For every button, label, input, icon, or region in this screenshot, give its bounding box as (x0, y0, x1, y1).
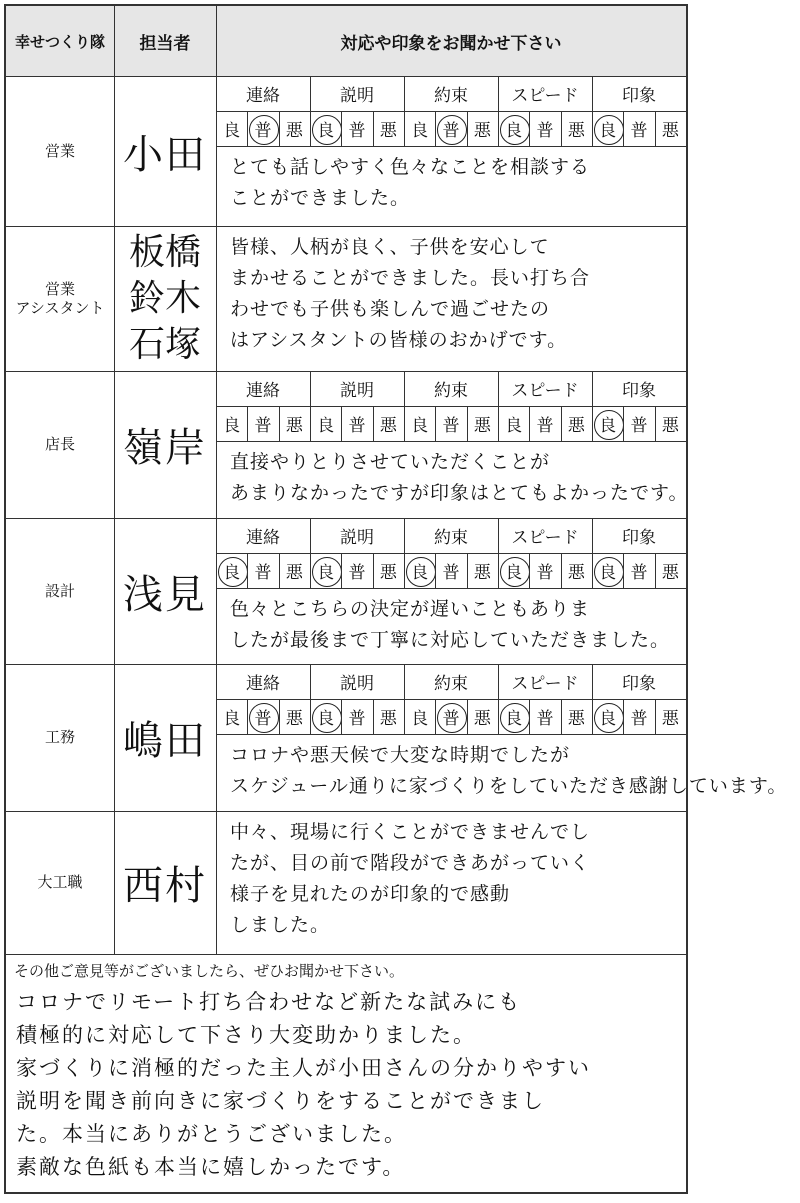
option-divider (529, 111, 530, 146)
row-5-category-4: スピード (511, 674, 579, 694)
row-3-good-option-5[interactable]: 良 (592, 406, 623, 441)
option-divider (279, 553, 280, 588)
header-team-label: 幸せつくり隊 (14, 32, 105, 51)
row-3-good-option-3[interactable]: 良 (411, 416, 429, 436)
row-3-category-4: スピード (511, 381, 579, 401)
row-1-good-option-1[interactable]: 良 (223, 121, 241, 141)
option-divider (247, 406, 248, 441)
row-1-good-option-5[interactable]: 良 (592, 111, 623, 146)
option-divider (467, 406, 468, 441)
row-1-category-1: 連絡 (246, 86, 280, 106)
row-1-category-3: 約束 (434, 86, 468, 106)
option-divider (341, 406, 342, 441)
option-divider (623, 699, 624, 734)
option-divider (529, 406, 530, 441)
option-row-divider (216, 588, 686, 589)
row-4-bad-option-4[interactable]: 悪 (567, 563, 585, 583)
row-3-bad-option-3[interactable]: 悪 (473, 416, 491, 436)
option-divider (561, 553, 562, 588)
row-5-good-option-1[interactable]: 良 (223, 709, 241, 729)
row-5-normal-option-2[interactable]: 普 (348, 709, 366, 729)
option-divider (623, 406, 624, 441)
row-1-category-4: スピード (511, 86, 579, 106)
row-1-bad-option-1[interactable]: 悪 (285, 121, 303, 141)
row-4-category-5: 印象 (622, 528, 656, 548)
row-5-department: 工務 (44, 728, 75, 746)
row-4-good-option-1[interactable]: 良 (216, 553, 247, 588)
row-1-category-2: 説明 (340, 86, 374, 106)
row-4-bad-option-3[interactable]: 悪 (473, 563, 491, 583)
row-3-category-1: 連絡 (246, 381, 280, 401)
row-5-bad-option-5[interactable]: 悪 (661, 709, 679, 729)
row-3-good-option-1[interactable]: 良 (223, 416, 241, 436)
row-4-category-3: 約束 (434, 528, 468, 548)
row-1-comment: とても話しやすく色々なことを相談する ことができました。 (230, 156, 591, 209)
row-6-department: 大工職 (37, 873, 83, 891)
option-row-divider (216, 441, 686, 442)
option-row-divider (216, 146, 686, 147)
row-4-category-4: スピード (511, 528, 579, 548)
row-5-bad-option-4[interactable]: 悪 (567, 709, 585, 729)
row-5-good-option-4[interactable]: 良 (498, 699, 529, 734)
option-divider (655, 553, 656, 588)
row-1-normal-option-3[interactable]: 普 (435, 111, 466, 146)
row-5-category-2: 説明 (340, 674, 374, 694)
row-4-good-option-5[interactable]: 良 (592, 553, 623, 588)
option-divider (435, 111, 436, 146)
option-row-divider (216, 734, 686, 735)
option-divider (655, 111, 656, 146)
row-5-good-option-5[interactable]: 良 (592, 699, 623, 734)
row-3-good-option-2[interactable]: 良 (317, 416, 335, 436)
row-4-normal-option-5[interactable]: 普 (630, 563, 648, 583)
row-3-bad-option-2[interactable]: 悪 (379, 416, 397, 436)
row-4-normal-option-1[interactable]: 普 (254, 563, 272, 583)
other-comments-label: その他ご意見等がございましたら、ぜひお聞かせ下さい。 (14, 962, 405, 980)
option-divider (247, 553, 248, 588)
option-divider (655, 406, 656, 441)
row-5-category-1: 連絡 (246, 674, 280, 694)
row-1-bad-option-4[interactable]: 悪 (567, 121, 585, 141)
row-1-good-option-2[interactable]: 良 (310, 111, 341, 146)
row-5-category-3: 約束 (434, 674, 468, 694)
option-divider (623, 553, 624, 588)
row-6-staff-name: 西村 (123, 863, 207, 909)
option-divider (341, 553, 342, 588)
row-3-normal-option-1[interactable]: 普 (254, 416, 272, 436)
row-3-bad-option-1[interactable]: 悪 (285, 416, 303, 436)
row-3-normal-option-4[interactable]: 普 (536, 416, 554, 436)
row-5-normal-option-3[interactable]: 普 (435, 699, 466, 734)
row-5-staff-name: 嶋田 (123, 718, 207, 764)
row-5-bad-option-3[interactable]: 悪 (473, 709, 491, 729)
option-divider (341, 111, 342, 146)
option-divider (373, 553, 374, 588)
row-1-bad-option-2[interactable]: 悪 (379, 121, 397, 141)
row-4-good-option-4[interactable]: 良 (498, 553, 529, 588)
option-divider (373, 699, 374, 734)
row-5-category-5: 印象 (622, 674, 656, 694)
option-divider (529, 553, 530, 588)
row-5-bad-option-1[interactable]: 悪 (285, 709, 303, 729)
option-divider (561, 699, 562, 734)
row-2-staff-name: 板橋 鈴木 石塚 (128, 231, 201, 365)
row-4-good-option-3[interactable]: 良 (404, 553, 435, 588)
row-4-department: 設計 (44, 581, 75, 600)
row-4-good-option-2[interactable]: 良 (310, 553, 341, 588)
row-3-category-2: 説明 (340, 381, 374, 401)
row-4-normal-option-2[interactable]: 普 (348, 563, 366, 583)
row-4-bad-option-2[interactable]: 悪 (379, 563, 397, 583)
row-1-good-option-4[interactable]: 良 (498, 111, 529, 146)
row-3-normal-option-3[interactable]: 普 (442, 416, 460, 436)
row-1-department: 営業 (44, 141, 75, 160)
row-5-good-option-3[interactable]: 良 (411, 709, 429, 729)
row-3-category-3: 約束 (434, 381, 468, 401)
row-3-good-option-4[interactable]: 良 (505, 416, 523, 436)
option-divider (341, 699, 342, 734)
header-staff-label: 担当者 (139, 33, 191, 54)
header-feedback-label: 対応や印象をお聞かせ下さい (340, 33, 562, 54)
option-divider (279, 406, 280, 441)
option-divider (247, 699, 248, 734)
option-divider (247, 111, 248, 146)
option-divider (373, 406, 374, 441)
row-1-bad-option-5[interactable]: 悪 (661, 121, 679, 141)
row-5-bad-option-2[interactable]: 悪 (379, 709, 397, 729)
row-1-bad-option-3[interactable]: 悪 (473, 121, 491, 141)
row-5-normal-option-1[interactable]: 普 (247, 699, 278, 734)
row-4-bad-option-5[interactable]: 悪 (661, 563, 679, 583)
row-3-staff-name: 嶺岸 (123, 425, 207, 471)
row-6-comment: 中々、現場に行くことができませんでし たが、目の前で階段ができあがっていく 様子を見れたのが印象的で感動 しました。 (230, 821, 591, 936)
row-5-normal-option-4[interactable]: 普 (536, 709, 554, 729)
row-1-normal-option-4[interactable]: 普 (536, 121, 554, 141)
row-1-good-option-3[interactable]: 良 (411, 121, 429, 141)
row-3-bad-option-5[interactable]: 悪 (661, 416, 679, 436)
row-1-normal-option-5[interactable]: 普 (630, 121, 648, 141)
survey-sheet (4, 4, 788, 1194)
option-divider (435, 699, 436, 734)
row-2-comment: 皆様、人柄が良く、子供を安心して まかせることができました。長い打ち合 わせでも子供も楽しんで過ごせたの はアシスタントの皆様のおかげです。 (230, 236, 591, 351)
row-3-normal-option-5[interactable]: 普 (630, 416, 648, 436)
option-divider (561, 406, 562, 441)
option-divider (623, 111, 624, 146)
option-divider (435, 553, 436, 588)
row-4-staff-name: 浅見 (123, 571, 207, 618)
row-1-staff-name: 小田 (123, 131, 207, 178)
option-divider (373, 111, 374, 146)
row-5-good-option-2[interactable]: 良 (310, 699, 341, 734)
other-comments-text: コロナでリモート打ち合わせなど新たな試みにも 積極的に対応して下さり大変助かりました。 家づくりに消極的だった主人が小田さんの分かりやすい 説明を聞き前向きに家づくりをすることができまし た。本当にありがとうございました。 素敵な色紙も本当に嬉しかったです。 (16, 990, 591, 1179)
row-4-normal-option-4[interactable]: 普 (536, 563, 554, 583)
option-divider (529, 699, 530, 734)
option-divider (467, 553, 468, 588)
option-divider (655, 699, 656, 734)
row-2-department: 営業 アシスタント (15, 279, 105, 317)
row-3-category-5: 印象 (622, 381, 656, 401)
option-divider (467, 699, 468, 734)
row-5-comment: コロナや悪天候で大変な時期でしたが スケジュール通りに家づくりをしていただき感謝しています。 (230, 744, 788, 797)
row-3-bad-option-4[interactable]: 悪 (567, 416, 585, 436)
row-3-comment: 直接やりとりさせていただくことが あまりなかったですが印象はとてもよかったです。 (230, 451, 689, 504)
row-4-normal-option-3[interactable]: 普 (442, 563, 460, 583)
option-divider (279, 111, 280, 146)
row-1-normal-option-1[interactable]: 普 (247, 111, 278, 146)
row-3-normal-option-2[interactable]: 普 (348, 416, 366, 436)
option-divider (279, 699, 280, 734)
option-divider (467, 111, 468, 146)
row-1-category-5: 印象 (622, 86, 656, 106)
row-4-category-2: 説明 (340, 528, 374, 548)
row-4-comment: 色々とこちらの決定が遅いこともありま したが最後まで丁寧に対応していただきました。 (230, 598, 671, 651)
option-divider (561, 111, 562, 146)
option-divider (435, 406, 436, 441)
row-4-category-1: 連絡 (246, 528, 280, 548)
row-divider (6, 954, 686, 955)
row-5-normal-option-5[interactable]: 普 (630, 709, 648, 729)
row-1-normal-option-2[interactable]: 普 (348, 121, 366, 141)
row-3-department: 店長 (44, 435, 75, 453)
row-4-bad-option-1[interactable]: 悪 (285, 563, 303, 583)
